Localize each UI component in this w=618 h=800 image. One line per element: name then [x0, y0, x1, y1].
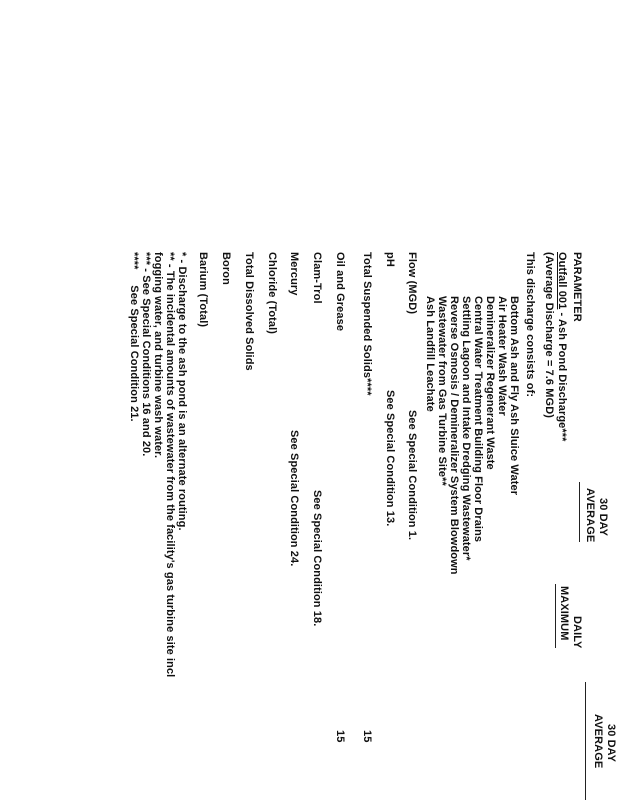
col3-header-line2: AVERAGE [592, 714, 604, 769]
param-condition-note: See Special Condition 18. [311, 490, 323, 627]
discharge-item: Ash Landfill Leachate [424, 296, 436, 412]
param-label: Chloride (Total) [266, 252, 278, 335]
col1-header-line1: 30 DAY [597, 498, 609, 537]
col1-header-line2: AVERAGE [584, 488, 596, 543]
param-col3-value: 15 [361, 730, 373, 743]
param-condition-note: See Special Condition 24. [288, 430, 300, 567]
param-condition-note: See Special Condition 1. [406, 410, 418, 541]
discharge-item: Settling Lagoon and Intake Dredging Wastewater* [460, 296, 472, 561]
param-label: Clam-Trol [311, 252, 323, 304]
param-label: Flow (MGD) [406, 252, 418, 315]
col3-header-line1: 30 DAY [605, 724, 617, 763]
footnote: *** - See Special Conditions 16 and 20. [140, 252, 152, 457]
discharge-item: Bottom Ash and Fly Ash Sluice Water [508, 296, 520, 496]
col1-underline [579, 482, 580, 542]
param-label: Boron [220, 252, 232, 285]
param-label: Total Suspended Solids**** [361, 252, 373, 396]
footnote: * - Discharge to the ash pond is an alternate routing. [176, 252, 188, 531]
discharge-consists-heading: This discharge consists of: [524, 252, 536, 398]
col3-underline [585, 682, 586, 800]
param-label: Total Dissolved Solids [243, 252, 255, 371]
col2-header-line2: MAXIMUM [558, 586, 570, 641]
footnote: fogging water, and turbine wash water. [152, 252, 164, 459]
param-label: pH [384, 252, 396, 267]
discharge-item: Air Heater Wash Water [496, 296, 508, 416]
param-col3-value: 15 [334, 730, 346, 743]
footnote: ** - The incidental amounts of wastewater from the facility's gas turbine site incl [164, 252, 176, 678]
param-label: Barium (Total) [197, 252, 209, 328]
outfall-title [555, 252, 568, 442]
discharge-item: Demineralizer Regenerant Waste [484, 296, 496, 470]
outfall-average-discharge: (Average Discharge = 7.6 MGD) [543, 252, 555, 419]
param-condition-note: See Special Condition 13. [384, 390, 396, 527]
col2-header-line1: DAILY [571, 616, 583, 649]
outfall-description: - Ash Pond Discharge*** [556, 309, 568, 442]
col2-underline [555, 584, 556, 648]
param-label: Oil and Grease [334, 252, 346, 332]
parameter-header: PARAMETER [571, 252, 583, 322]
outfall-name: Outfall 001 [556, 252, 568, 310]
discharge-item: Central Water Treatment Building Floor Drains [472, 296, 484, 543]
param-label: Mercury [288, 252, 300, 296]
footnote: **** See Special Condition 21. [128, 252, 140, 422]
discharge-item: Reverse Osmosis / Demineralizer System Blowdown [448, 296, 460, 575]
discharge-item: Wastewater from Gas Turbine Site** [436, 296, 448, 486]
